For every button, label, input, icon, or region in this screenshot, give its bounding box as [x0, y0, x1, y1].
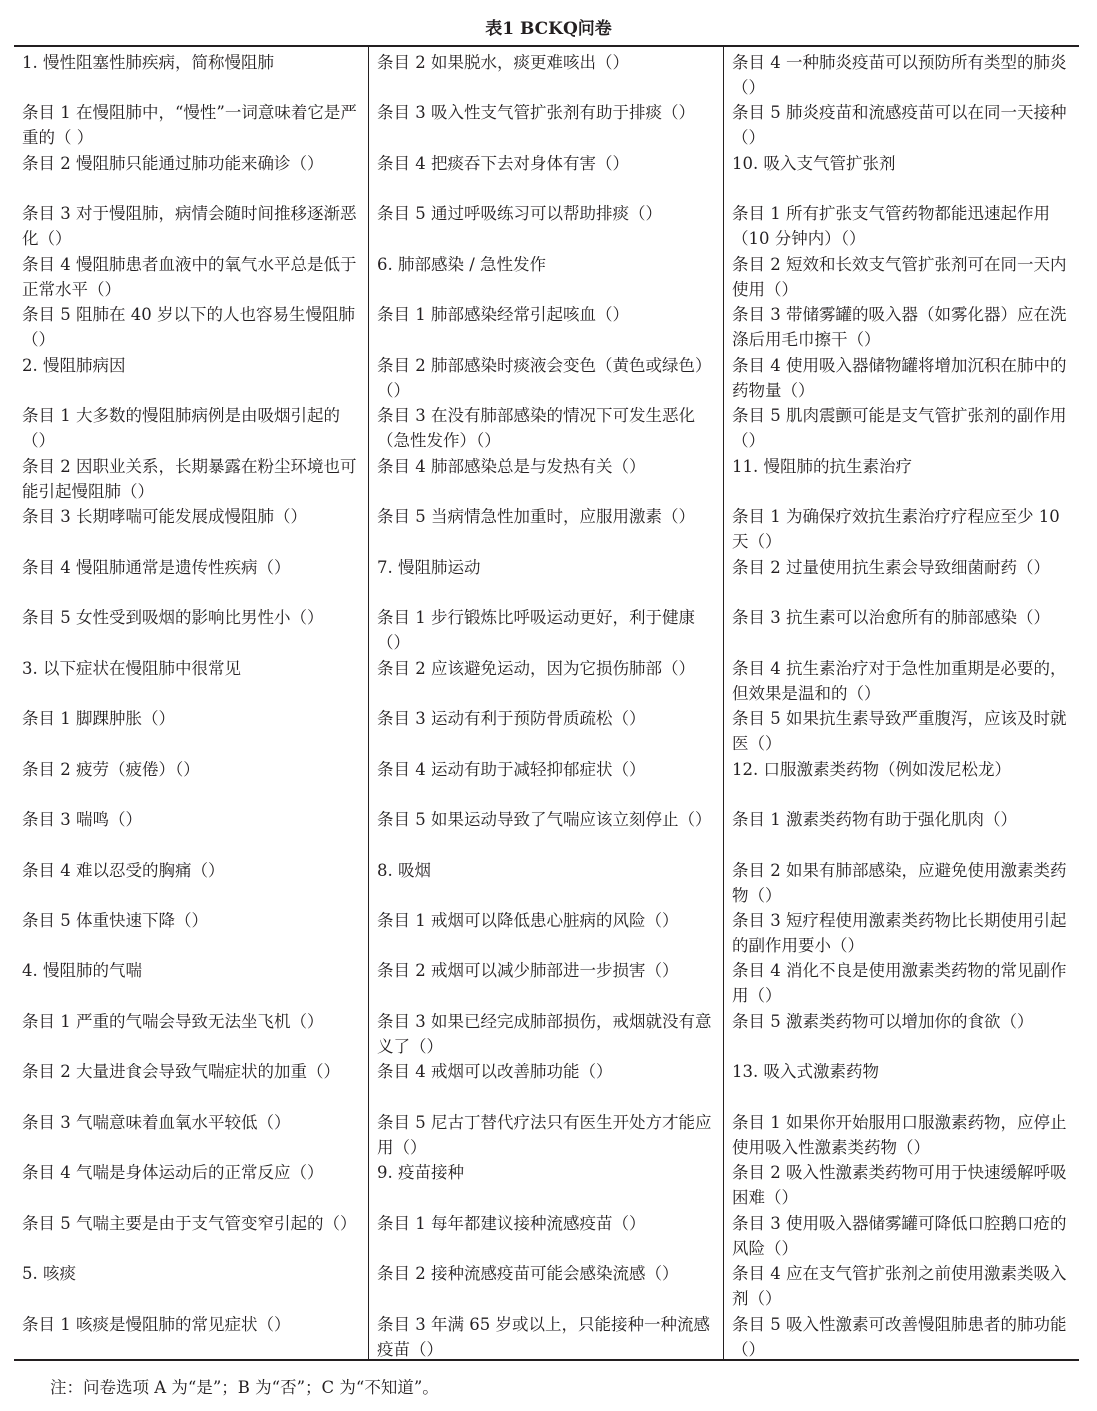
table-cell: 条目 4 慢阻肺通常是遗传性疾病（）	[22, 557, 291, 577]
table-cell: 条目 1 每年都建议接种流感疫苗（）	[377, 1213, 646, 1233]
table-cell: 条目 1 在慢阻肺中，“慢性”一词意味着它是严重的（ ）	[22, 103, 357, 148]
table-cell: 条目 2 应该避免运动，因为它损伤肺部（）	[377, 658, 695, 678]
table-cell: 条目 2 慢阻肺只能通过肺功能来确诊（）	[22, 153, 324, 173]
table-cell: 条目 1 为确保疗效抗生素治疗疗程应至少 10 天（）	[732, 507, 1060, 552]
table-cell: 条目 5 如果抗生素导致严重腹泻，应该及时就医（）	[732, 709, 1067, 754]
table-cell: 条目 5 激素类药物可以增加你的食欲（）	[732, 1011, 1034, 1031]
table-cell: 条目 4 应在支气管扩张剂之前使用激素类吸入剂（）	[732, 1264, 1067, 1309]
table-cell: 13. 吸入式激素药物	[732, 1062, 879, 1082]
table-column-2	[369, 47, 724, 1359]
table-cell: 10. 吸入支气管扩张剂	[732, 153, 896, 173]
table-cell: 条目 2 过量使用抗生素会导致细菌耐药（）	[732, 557, 1050, 577]
table-cell: 条目 5 吸入性激素可改善慢阻肺患者的肺功能（）	[732, 1314, 1067, 1359]
table-cell: 条目 2 吸入性激素类药物可用于快速缓解呼吸困难（）	[732, 1163, 1067, 1208]
table-cell: 条目 2 接种流感疫苗可能会感染流感（）	[377, 1264, 679, 1284]
table-cell: 条目 2 疲劳（疲倦）（）	[22, 759, 200, 779]
table-cell: 1. 慢性阻塞性肺疾病，简称慢阻肺	[22, 53, 274, 72]
table-cell: 条目 4 使用吸入器储物罐将增加沉积在肺中的药物量（）	[732, 355, 1067, 400]
table-cell: 条目 4 肺部感染总是与发热有关（）	[377, 456, 646, 476]
table-cell: 条目 5 气喘主要是由于支气管变窄引起的（）	[22, 1213, 357, 1233]
table-footnote: 注：问卷选项 A 为“是”；B 为“否”；C 为“不知道”。	[50, 1378, 439, 1397]
table-cell: 条目 5 女性受到吸烟的影响比男性小（）	[22, 608, 324, 628]
table-cell: 条目 4 运动有助于减轻抑郁症状（）	[377, 759, 646, 779]
table-cell: 条目 5 尼古丁替代疗法只有医生开处方才能应用（）	[377, 1112, 712, 1157]
table-cell: 条目 3 气喘意味着血氧水平较低（）	[22, 1112, 291, 1132]
table-cell: 3. 以下症状在慢阻肺中很常见	[22, 658, 241, 678]
table-cell: 条目 2 如果脱水，痰更难咳出（）	[377, 53, 629, 72]
table-cell: 条目 3 长期哮喘可能发展成慢阻肺（）	[22, 507, 307, 527]
table-cell: 条目 2 如果有肺部感染，应避免使用激素类药物（）	[732, 860, 1067, 905]
table-cell: 条目 1 脚踝肿胀（）	[22, 709, 175, 729]
table-cell: 12. 口服激素类药物（例如泼尼松龙）	[732, 759, 1011, 779]
table-cell: 条目 2 因职业关系，长期暴露在粉尘环境也可能引起慢阻肺（）	[22, 456, 357, 501]
table-cell: 条目 3 在没有肺部感染的情况下可发生恶化（急性发作）（）	[377, 406, 695, 451]
table-column-3	[724, 47, 1079, 1359]
table-cell: 条目 5 通过呼吸练习可以帮助排痰（）	[377, 204, 662, 224]
table-cell: 条目 4 慢阻肺患者血液中的氧气水平总是低于正常水平（）	[22, 254, 357, 299]
table-cell: 条目 5 如果运动导致了气喘应该立刻停止（）	[377, 810, 712, 830]
table-column-1	[14, 47, 369, 1359]
table-cell: 条目 1 咳痰是慢阻肺的常见症状（）	[22, 1314, 291, 1334]
table-cell: 条目 2 短效和长效支气管扩张剂可在同一天内使用（）	[732, 254, 1067, 299]
table-cell: 条目 3 对于慢阻肺，病情会随时间推移逐渐恶化（）	[22, 204, 357, 249]
table-cell: 2. 慢阻肺病因	[22, 355, 126, 375]
table-cell: 7. 慢阻肺运动	[377, 557, 481, 577]
table-cell: 条目 4 把痰吞下去对身体有害（）	[377, 153, 629, 173]
table-cell: 条目 4 戒烟可以改善肺功能（）	[377, 1062, 613, 1082]
table-cell: 条目 4 消化不良是使用激素类药物的常见副作用（）	[732, 961, 1067, 1006]
table-cell: 条目 5 肌肉震颤可能是支气管扩张剂的副作用（）	[732, 406, 1067, 451]
table-cell: 条目 3 喘鸣（）	[22, 810, 142, 830]
table-cell: 9. 疫苗接种	[377, 1163, 464, 1183]
table-cell: 条目 5 体重快速下降（）	[22, 910, 208, 930]
table-cell: 条目 2 肺部感染时痰液会变色（黄色或绿色）（）	[377, 355, 712, 400]
table-cell: 条目 2 戒烟可以减少肺部进一步损害（）	[377, 961, 679, 981]
table-cell: 条目 3 吸入性支气管扩张剂有助于排痰（）	[377, 103, 695, 123]
table-cell: 条目 1 所有扩张支气管药物都能迅速起作用（10 分钟内）（）	[732, 204, 1050, 249]
table-cell: 4. 慢阻肺的气喘	[22, 961, 142, 981]
table-cell: 条目 4 抗生素治疗对于急性加重期是必要的，但效果是温和的（）	[732, 658, 1067, 703]
table-cell: 条目 5 阻肺在 40 岁以下的人也容易生慢阻肺（）	[22, 305, 355, 350]
table-cell: 条目 4 气喘是身体运动后的正常反应（）	[22, 1163, 324, 1183]
table-cell: 条目 3 年满 65 岁或以上，只能接种一种流感疫苗（）	[377, 1314, 710, 1359]
table-cell: 条目 3 带储雾罐的吸入器（如雾化器）应在洗涤后用毛巾擦干（）	[732, 305, 1067, 350]
table-cell: 条目 4 一种肺炎疫苗可以预防所有类型的肺炎（）	[732, 53, 1067, 97]
table-cell: 条目 1 戒烟可以降低患心脏病的风险（）	[377, 910, 679, 930]
table-cell: 条目 4 难以忍受的胸痛（）	[22, 860, 225, 880]
table-cell: 条目 2 大量进食会导致气喘症状的加重（）	[22, 1062, 340, 1082]
table-cell: 8. 吸烟	[377, 860, 431, 880]
table-cell: 条目 3 抗生素可以治愈所有的肺部感染（）	[732, 608, 1050, 628]
bckq-questionnaire-table	[14, 45, 1079, 1361]
table-cell: 5. 咳痰	[22, 1264, 76, 1284]
table-cell: 条目 5 肺炎疫苗和流感疫苗可以在同一天接种（）	[732, 103, 1067, 148]
table-cell: 6. 肺部感染 / 急性发作	[377, 254, 547, 274]
table-title: 表1 BCKQ问卷	[485, 19, 612, 39]
table-cell: 条目 3 使用吸入器储雾罐可降低口腔鹅口疮的风险（）	[732, 1213, 1067, 1258]
table-cell: 条目 1 如果你开始服用口服激素药物，应停止使用吸入性激素类药物（）	[732, 1112, 1067, 1157]
table-cell: 条目 5 当病情急性加重时，应服用激素（）	[377, 507, 695, 527]
table-cell: 条目 3 短疗程使用激素类药物比长期使用引起的副作用要小（）	[732, 910, 1067, 955]
table-cell: 条目 1 严重的气喘会导致无法坐飞机（）	[22, 1011, 324, 1031]
table-cell: 条目 1 步行锻炼比呼吸运动更好，利于健康（）	[377, 608, 695, 653]
table-cell: 条目 1 肺部感染经常引起咳血（）	[377, 305, 629, 325]
table-cell: 条目 1 大多数的慢阻肺病例是由吸烟引起的（）	[22, 406, 340, 451]
table-cell: 条目 1 激素类药物有助于强化肌肉（）	[732, 810, 1017, 830]
table-cell: 11. 慢阻肺的抗生素治疗	[732, 456, 912, 476]
table-cell: 条目 3 运动有利于预防骨质疏松（）	[377, 709, 646, 729]
table-cell: 条目 3 如果已经完成肺部损伤，戒烟就没有意义了（）	[377, 1011, 712, 1056]
